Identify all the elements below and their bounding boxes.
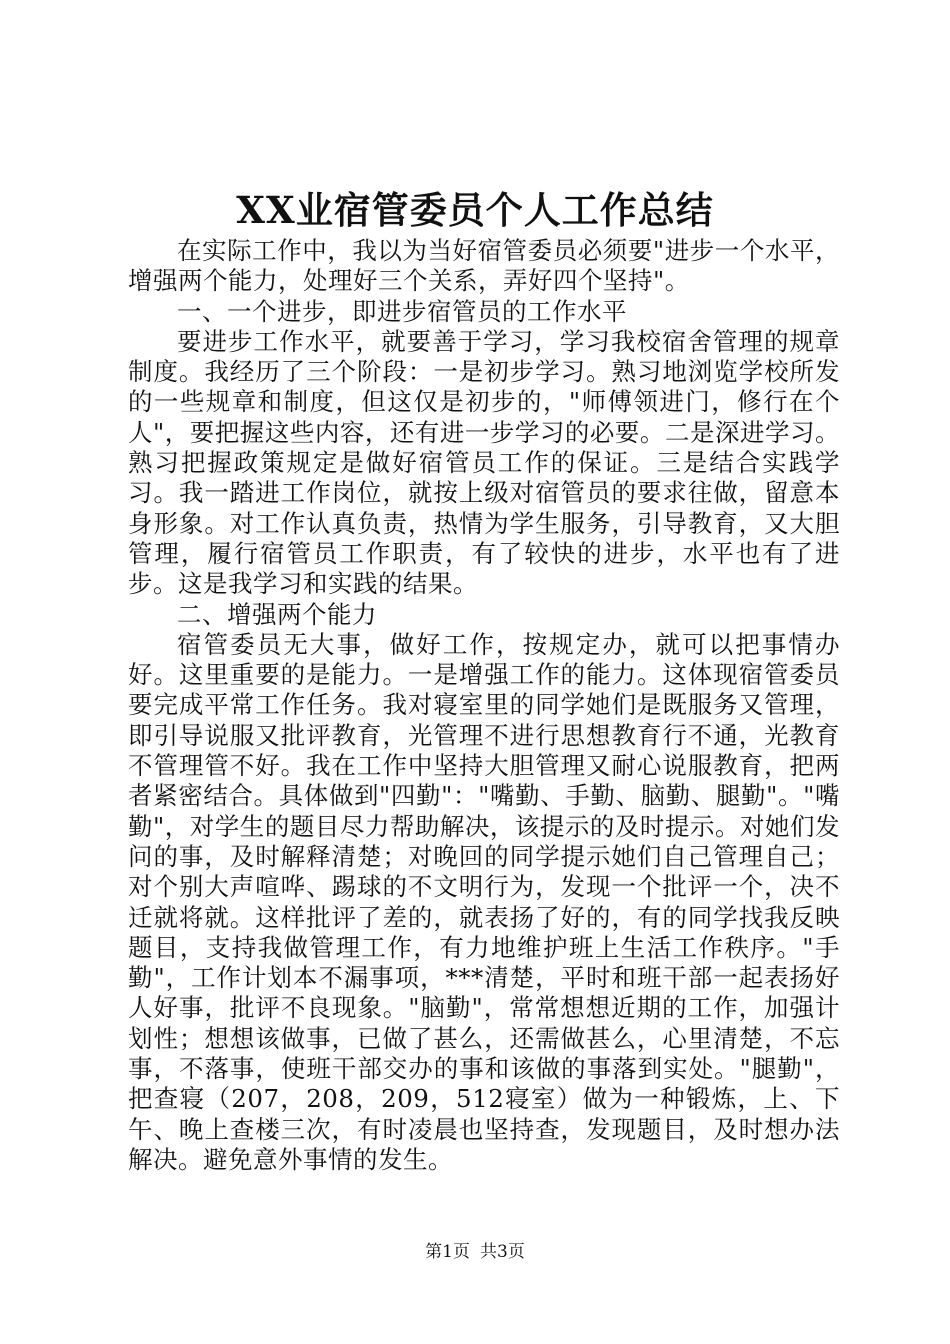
intro-paragraph: 在实际工作中，我以为当好宿管委员必须要"进步一个水平，增强两个能力，处理好三个关系，弄好四个坚持"。 — [128, 236, 840, 296]
page-total: 共3页 — [480, 1242, 525, 1262]
page-number: 第1页 — [425, 1242, 470, 1262]
section-heading-1: 一、一个进步，即进步宿管员的工作水平 — [177, 296, 627, 326]
section-2-paragraph: 宿管委员无大事，做好工作，按规定办，就可以把事情办好。这里重要的是能力。一是增强工作的能力。这体现宿管委员要完成平常工作任务。我对寝室里的同学她们是既服务又管理，即引导说服又批评教育，光管理不进行思想教育行不通，光教育不管理管不好。我在工作中坚持大胆管理又耐心说服教育，把两者紧密结合。具体做到"四勤"："嘴勤、手勤、脑勤、腿勤"。"嘴勤"，对学生的题目尽力帮助解决，该提示的及时提示。对她们发问的事，及时解释清楚；对晚回的同学提示她们自己管理自己；对个别大声喧哗、踢球的不文明行为，发现一个批评一个，决不迁就将就。这样批评了差的，就表扬了好的，有的同学找我反映题目，支持我做管理工作，有力地维护班上生活工作秩序。"手勤"，工作计划本不漏事项，***清楚，平时和班干部一起表扬好人好事，批评不良现象。"脑勤"，常常想想近期的工作，加强计划性；想想该做事，已做了甚么，还需做甚么，心里清楚，不忘事，不落事，使班干部交办的事和该做的事落到实处。"腿勤"，把查寝（207，208，209，512寝室）做为一种锻炼，上、下午、晚上查楼三次，有时凌晨也坚持查，发现题目，及时想办法解决。避免意外事情的发生。 — [128, 629, 840, 1174]
section-heading-2: 二、增强两个能力 — [177, 599, 377, 629]
page-footer — [0, 1240, 950, 1264]
document-body — [128, 236, 840, 1175]
section-1-paragraph: 要进步工作水平，就要善于学习，学习我校宿舍管理的规章制度。我经历了三个阶段：一是初步学习。熟习地浏览学校所发的一些规章和制度，但这仅是初步的，"师傅领进门，修行在个人"，要把握这些内容，还有进一步学习的必要。二是深进学习。熟习把握政策规定是做好宿管员工作的保证。三是结合实践学习。我一踏进工作岗位，就按上级对宿管员的要求往做，留意本身形象。对工作认真负责，热情为学生服务，引导教育，又大胆管理，履行宿管员工作职责，有了较快的进步，水平也有了进步。这是我学习和实践的结果。 — [128, 326, 840, 599]
document-title: XX业宿管委员个人工作总结 — [236, 188, 714, 232]
